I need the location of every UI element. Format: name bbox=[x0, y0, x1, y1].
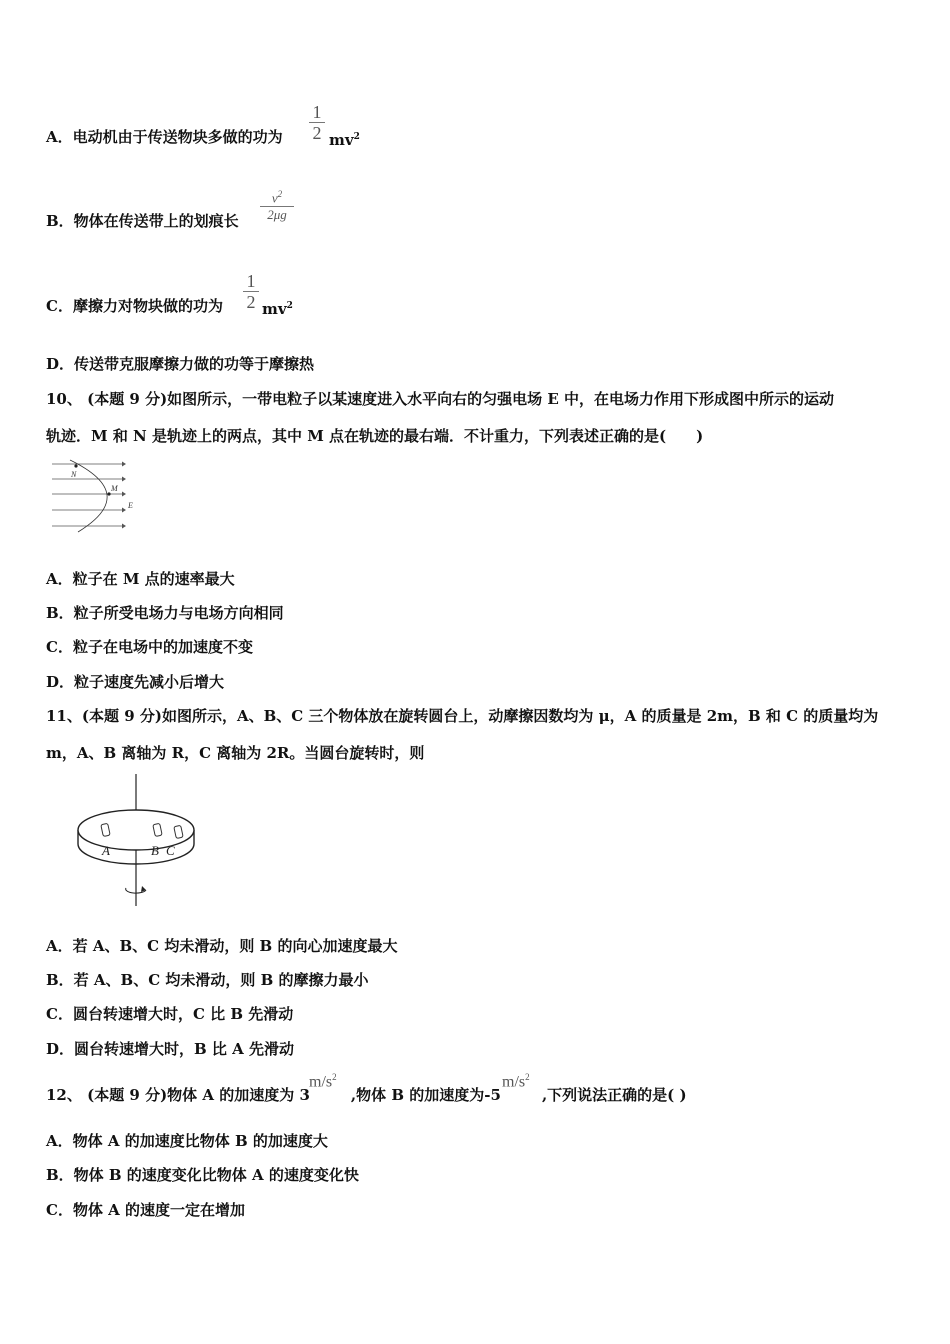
q9-option-c-text: C．摩擦力对物块做的功为 bbox=[46, 297, 223, 315]
label-b: B bbox=[151, 843, 159, 858]
q10-option-a: A．粒子在 M 点的速率最大 bbox=[46, 570, 235, 588]
mv-text: mv bbox=[262, 300, 287, 318]
q11-stem-line1: 11、(本题 9 分)如图所示，A、B、C 三个物体放在旋转圆台上，动摩擦因数均为 μ，A 的质量是 2m，B 和 C 的质量均为 bbox=[46, 707, 879, 725]
fraction-numerator bbox=[260, 186, 294, 206]
q12-option-b: B．物体 B 的速度变化比物体 A 的速度变化快 bbox=[46, 1166, 359, 1184]
q11-option-a: A．若 A、B、C 均未滑动，则 B 的向心加速度最大 bbox=[46, 937, 398, 955]
q9-option-b bbox=[46, 211, 239, 231]
q9-option-a-fraction bbox=[309, 102, 325, 143]
q11-turntable-figure bbox=[46, 772, 216, 910]
fraction-denominator: 2μg bbox=[267, 207, 287, 223]
q12-stem bbox=[46, 1085, 687, 1105]
exponent: 2 bbox=[353, 132, 360, 142]
q12-stem-part-c: ,下列说法正确的是( ) bbox=[541, 1086, 687, 1104]
fraction-numerator: 1 bbox=[246, 271, 256, 291]
q12-option-a: A．物体 A 的加速度比物体 B 的加速度大 bbox=[46, 1132, 328, 1150]
q9-option-c-fraction bbox=[243, 271, 259, 312]
q9-option-a-text: A．电动机由于传送物块多做的功为 bbox=[46, 128, 283, 146]
exponent: 2 bbox=[286, 301, 293, 311]
q9-option-c-tail bbox=[262, 296, 293, 319]
q10-option-d: D．粒子速度先减小后增大 bbox=[46, 673, 225, 691]
q9-option-b-fraction bbox=[260, 186, 294, 223]
q9-option-d: D．传送带克服摩擦力做的功等于摩擦热 bbox=[46, 355, 315, 373]
q9-option-a bbox=[46, 127, 283, 147]
exponent: 2 bbox=[332, 1072, 337, 1082]
q9-option-a-tail bbox=[329, 127, 360, 150]
label-m: M bbox=[111, 484, 118, 493]
fraction-denominator: 2 bbox=[312, 123, 322, 143]
label-n: N bbox=[71, 470, 77, 479]
q11-option-c: C．圆台转速增大时，C 比 B 先滑动 bbox=[46, 1005, 294, 1023]
q11-stem-line2: m，A、B 离轴为 R，C 离轴为 2R。当圆台旋转时，则 bbox=[46, 744, 425, 762]
exponent: 2 bbox=[277, 189, 283, 199]
q11-option-d: D．圆台转速增大时，B 比 A 先滑动 bbox=[46, 1040, 294, 1058]
q11-option-b: B．若 A、B、C 均未滑动，则 B 的摩擦力最小 bbox=[46, 971, 369, 989]
q9-option-c bbox=[46, 296, 223, 316]
exponent: 2 bbox=[525, 1072, 530, 1082]
label-c: C bbox=[166, 843, 175, 858]
q10-option-c: C．粒子在电场中的加速度不变 bbox=[46, 638, 253, 656]
q9-option-b-text: B．物体在传送带上的划痕长 bbox=[46, 212, 239, 230]
fraction-numerator: 1 bbox=[312, 102, 322, 122]
q10-option-b: B．粒子所受电场力与电场方向相同 bbox=[46, 604, 284, 622]
unit-text: m/s bbox=[309, 1073, 333, 1091]
q12-unit-1 bbox=[309, 1072, 337, 1091]
label-a: A bbox=[102, 843, 110, 858]
q12-stem-part-a: 12、 (本题 9 分)物体 A 的加速度为 3 bbox=[46, 1086, 310, 1104]
label-e: E bbox=[128, 501, 133, 510]
q10-stem-line1: 10、 (本题 9 分)如图所示，一带电粒子以某速度进入水平向右的匀强电场 E 中，在电场力作用下形成图中所示的运动 bbox=[46, 390, 835, 408]
v-symbol: v bbox=[271, 190, 278, 206]
q10-electric-field-figure bbox=[48, 458, 138, 534]
mv-text: mv bbox=[329, 131, 354, 149]
unit-text: m/s bbox=[502, 1073, 526, 1091]
q12-option-c: C．物体 A 的速度一定在增加 bbox=[46, 1201, 246, 1219]
q10-stem-line2: 轨迹．M 和 N 是轨迹上的两点，其中 M 点在轨迹的最右端．不计重力，下列表述正确的是( ) bbox=[46, 427, 704, 445]
q12-stem-part-b: ,物体 B 的加速度为-5 bbox=[350, 1086, 501, 1104]
q12-unit-2 bbox=[502, 1072, 530, 1091]
fraction-denominator: 2 bbox=[246, 292, 256, 312]
